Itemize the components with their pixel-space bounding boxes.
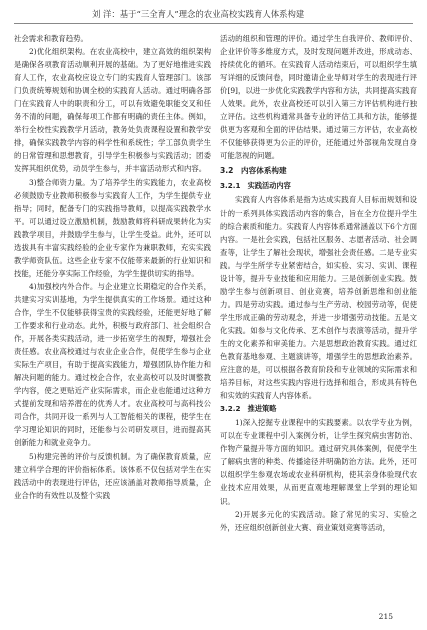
left-column	[14, 32, 211, 502]
paragraph: 活动的组织和管理的评价。通过学生自我评价、教师评价、企业评价等多维度方式，及时发现问题并改进，形成动态、持续优化的循环。在实践育人活动结束后，可以组织学生填写详细的反馈问卷，同时邀请企业导师对学生的表现进行评价[9]，以进一步优化实践教学内容和方法，共同提高实践育人效果。此外，农业高校还可以引入第三方评估机构进行独立评估。这些机构通常具备专业的评估工具和方法，能够提供更为客观和全面的评估结果。通过第三方评估，农业高校不仅能够获得更为公正的评价，还能通过外部视角发现自身可能忽视的问题。	[220, 34, 417, 161]
paragraph: 5)构建完善的评价与反馈机制。为了确保教育质量，应建立科学合理的评价指标体系。该体系不仅包括对学生在实践活动中的表现进行评估，还应该涵盖对教师指导质量，企业合作的有效性以及整个实践	[14, 451, 211, 500]
paragraph: 3)整合师资力量。为了培养学生的实践能力，农业高校必须鼓励专业教师积极参与实践育人工作，为学生提供专业指导；同时，配备专门的实践指导教师，以提高实践教学水平。可以通过设立激励机制，鼓励教师将科研成果转化为实践教学项目，并鼓励学生参与，让学生受益。此外，还可以选拔具有丰富实践经验的企业专家作为兼职教师，充实实践教学师资队伍。这些企业专家不仅能带来最新的行业知识和技能，还能分享实际工作经验，为学生提供切实的指导。	[14, 177, 211, 278]
page-number: 215	[378, 612, 393, 621]
section-heading: 3.2 内容体系构建	[220, 166, 287, 176]
paragraph: 实践育人内容体系是指为达成实践育人目标而规划和设计的一系列具体实践活动内容的集合，旨在全方位提升学生的综合素质和能力。实践育人内容体系通常涵盖以下6个方面内容。一是社会实践，包括社区服务、志愿者活动、社会调查等，让学生了解社会现状，增强社会责任感。二是专业实践。与学生所学专业紧密结合，如实验、实习、实训、课程设计等，提升专业技能和应用能力。三是创新创业实践。鼓励学生参与创新项目、创业竞赛，培养创新思维和创业能力。四是劳动实践。通过参与生产劳动、校园劳动等，促使学生形成正确的劳动观念，并进一步增强劳动技能。五是文化实践。如参与文化传承、艺术创作与表演等活动，提升学生的文化素养和审美能力。六是思想政治教育实践。通过红色教育基地参观、主题演讲等，增强学生的思想政治素养。应注意的是，可以根据各教育阶段和专业领域的实际需求和培养目标，对这些实践内容进行选择和组合，形成具有特色和实效的实践育人内容体系。	[220, 195, 417, 401]
paragraph: 4)加强校内外合作。与企业建立长期稳定的合作关系，共建实习实训基地，为学生提供真实的工作场景。通过这种合作，学生不仅能够获得宝贵的实践经验，还能更好地了解工作要求和行业动态。此外，积极与政府部门、社会组织合作，开展各类实践活动，进一步拓宽学生的视野，增强社会责任感。农业高校通过与农业企业合作，促使学生参与企业实际生产项目，有助于提高实践能力，增强团队协作能力和解决问题的能力。通过校企合作，农业高校可以及时调整教学内容，使之更贴近产业实际需求，而企业也能通过这种方式提前发现和培养潜在的优秀人才。农业高校可与高科技公司合作，共同开设一系列与人工智能相关的课程，使学生在学习理论知识的同时，还能参与公司研发项目，进而提高其创新能力和就业竞争力。	[14, 281, 211, 448]
running-header: 刘 洋：基于“三全育人”理念的农业高校实践育人体系构建	[14, 6, 413, 24]
paragraph: 社会需求和教育趋势。	[14, 34, 88, 43]
section-heading: 3.2.1 实践活动内容	[220, 181, 291, 191]
paragraph: 2)开展多元化的实践活动。除了常见的实习、实验之外，还应组织创新创业大赛、商业策划竞赛等活动，	[220, 509, 417, 532]
section-heading: 3.2.2 推进策略	[220, 404, 277, 414]
right-column	[220, 32, 417, 534]
paragraph: 2)优化组织架构。在农业高校中，建立高效的组织架构是确保各项教育活动顺利开展的基础。为了更好地推进实践育人工作，农业高校应设立专门的实践育人管理部门。该部门负责统筹规划和协调全校的实践育人活动。通过明确各部门在实践育人中的职责和分工，可以有效避免职能交叉和任务不清的问题，确保每项工作都有明确的责任主体。例如，举行全校性实践教学月活动，教务处负责课程设置和教学安排，确保实践教学内容的科学性和系统性；学工部负责学生的日常管理和思想教育，引导学生积极参与实践活动；团委发挥其组织优势，动员学生参与，并丰富活动形式和内容。	[14, 47, 211, 174]
paragraph: 1)深入挖掘专业课程中的实践要素。以农学专业为例，可以在专业课程中引入案例分析，让学生探究病虫害防治、作物产量提升等方面的知识。通过研究具体案例，促使学生了解病虫害的种类、传播途径并明确防治方法。此外，还可以组织学生参观农场或农业科研机构，使其亲身体验现代农业技术应用效果，从而更直观地理解课堂上学到的理论知识。	[220, 418, 417, 506]
